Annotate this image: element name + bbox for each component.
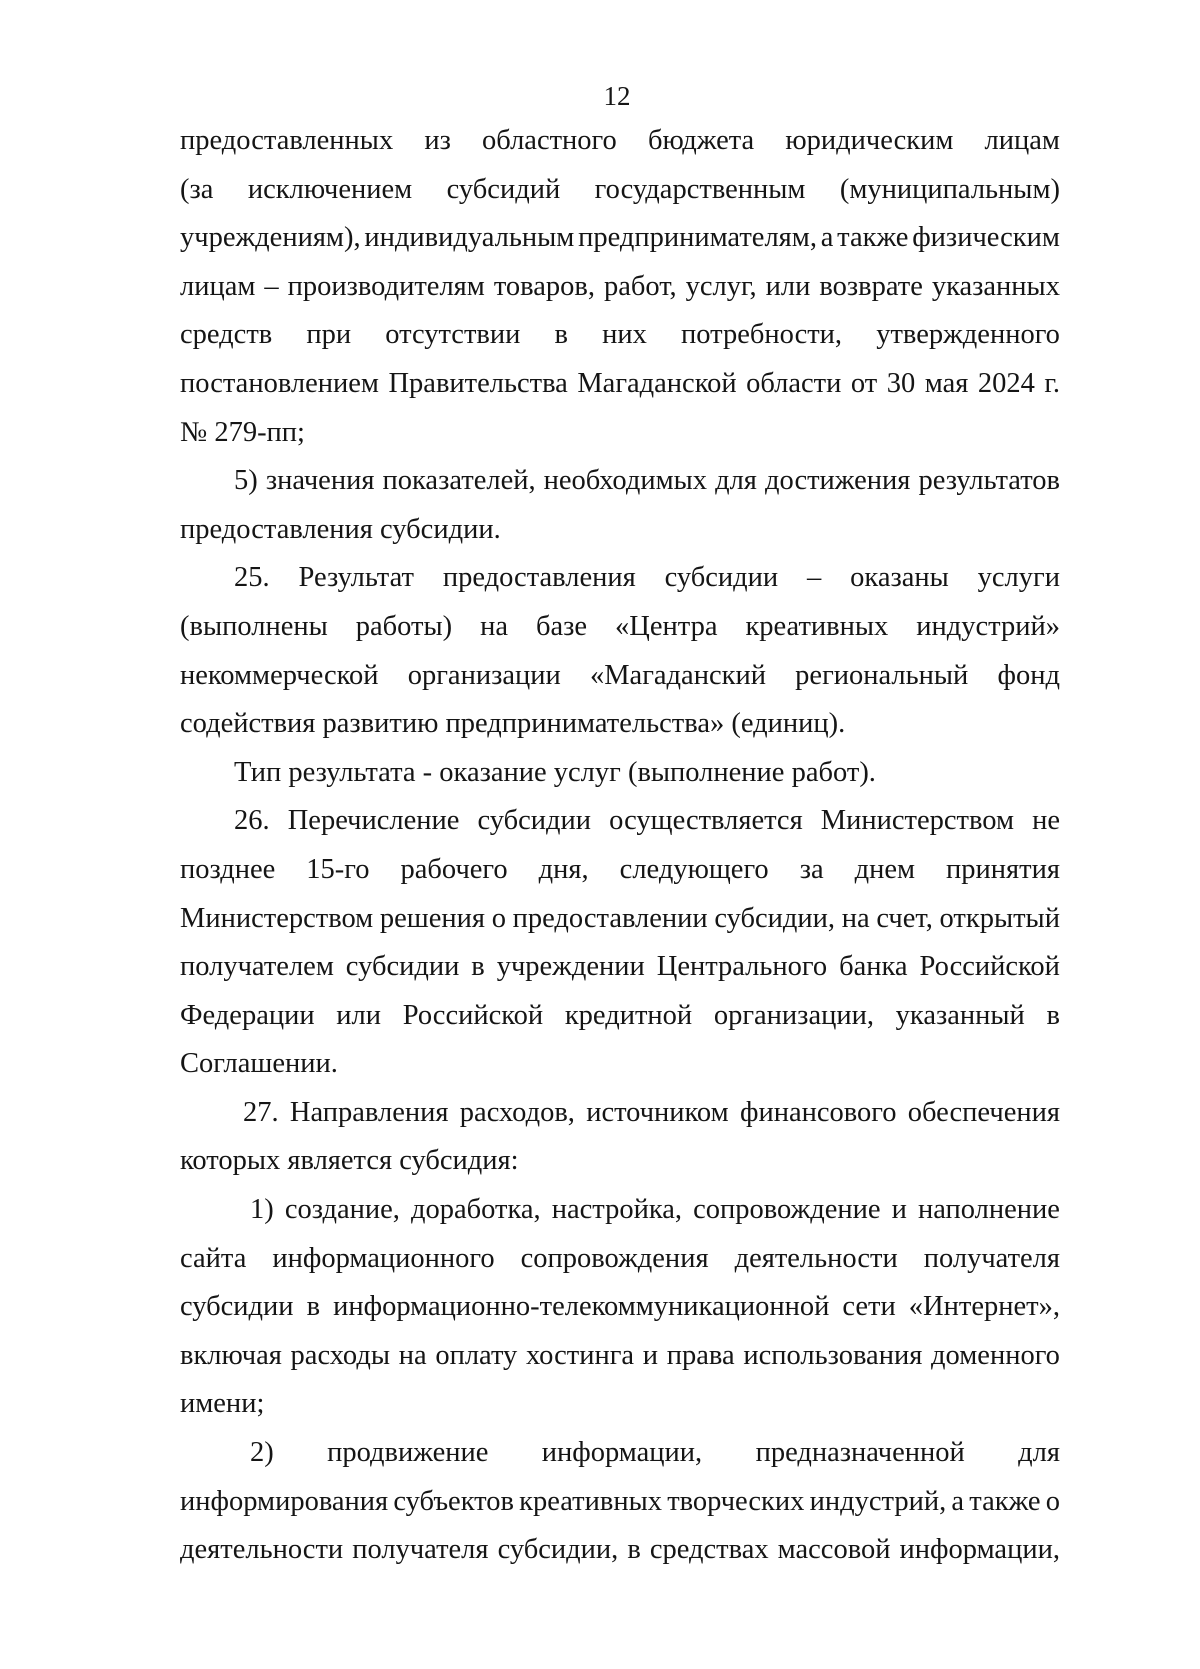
word: субсидии, [714, 902, 836, 934]
text-line [180, 603, 1060, 652]
word: значения [265, 465, 375, 497]
word: оплату [435, 1339, 518, 1371]
word: 27. [243, 1096, 279, 1128]
word: на [480, 610, 508, 642]
word: 30 [886, 367, 916, 399]
word: средствах [649, 1534, 769, 1566]
text-line [180, 1478, 1060, 1527]
word: региональный [795, 659, 969, 691]
word: организации, [713, 999, 874, 1031]
word: оказаны [850, 562, 949, 594]
word: бюджета [647, 125, 755, 156]
word: хостинга [526, 1339, 635, 1371]
text-line [180, 1283, 1060, 1332]
word: субсидии [345, 951, 460, 983]
word: а [951, 1485, 965, 1517]
word: 15-го [306, 853, 370, 885]
word: Правительства [388, 367, 568, 399]
word: предпринимателям, [578, 222, 817, 254]
word: осуществляется [609, 805, 803, 837]
word: возврате [819, 270, 923, 302]
word: (муниципальным) [839, 173, 1060, 205]
word: субсидии [664, 562, 779, 594]
word: субсидий [446, 173, 561, 205]
word: открытый [939, 902, 1060, 934]
word: «Интернет», [908, 1291, 1060, 1323]
word: потребности, [681, 319, 843, 351]
word: права [666, 1339, 735, 1371]
word: Министерством [180, 902, 374, 934]
word: Российской [919, 951, 1060, 983]
word: о [1045, 1485, 1060, 1517]
document-body [180, 117, 1060, 1575]
word: работ, [603, 270, 677, 302]
word: показателей, [382, 465, 536, 497]
text-line [180, 1089, 1060, 1138]
word: производителям [287, 270, 485, 302]
word: (за [180, 173, 214, 205]
word: в [627, 1534, 641, 1566]
word: креативных [519, 1485, 662, 1517]
word: из [424, 125, 451, 156]
word: государственным [594, 173, 806, 205]
word: учреждениям), [180, 222, 361, 254]
word: исключением [247, 173, 413, 205]
word: позднее [180, 853, 276, 885]
word: или [765, 270, 811, 302]
word: или [336, 999, 382, 1031]
word: необходимых [543, 465, 708, 497]
text-line: которых является субсидия: [180, 1145, 519, 1177]
word: 5) [234, 465, 258, 497]
word: доменного [931, 1339, 1060, 1371]
word: Центрального [656, 951, 828, 983]
word: на [841, 902, 870, 934]
word: за [799, 853, 824, 885]
text-line [180, 311, 1060, 360]
word: предоставлении [512, 902, 708, 934]
word: на [398, 1339, 427, 1371]
text-line [180, 1235, 1060, 1284]
text-line [180, 554, 1060, 603]
word: некоммерческой [180, 659, 379, 691]
text-line [180, 117, 1060, 166]
text-line [180, 166, 1060, 215]
word: а [820, 222, 834, 254]
text-line [180, 457, 1060, 506]
word: также [837, 222, 909, 254]
text-line [180, 1332, 1060, 1381]
word: Магаданской [577, 367, 737, 399]
word: творческих [667, 1485, 805, 1517]
word: расходы [290, 1339, 390, 1371]
word: информирования [180, 1485, 389, 1517]
word: г. [1044, 367, 1060, 399]
word: информации, [541, 1437, 703, 1469]
word: лицам [984, 125, 1060, 156]
word: днем [854, 853, 916, 885]
word: учреждении [496, 951, 645, 983]
word: предназначенной [755, 1437, 965, 1469]
page-number: 12 [603, 81, 631, 111]
word: средств [180, 319, 273, 351]
word: 26. [234, 805, 270, 837]
word: организации [407, 659, 561, 691]
word: креативных [745, 610, 889, 642]
word: «Центра [615, 610, 718, 642]
text-line [180, 846, 1060, 895]
word: индивидуальным [364, 222, 575, 254]
text-line: Соглашении. [180, 1048, 338, 1080]
word: получателя [923, 1242, 1060, 1274]
word: информационного [272, 1242, 495, 1274]
word: лицам [180, 270, 256, 302]
word: юридическим [785, 125, 954, 156]
word: отсутствии [385, 319, 521, 351]
text-line [180, 652, 1060, 701]
word: деятельности [180, 1534, 344, 1566]
text-line: содействия развитию предпринимательства» (единиц). [180, 708, 846, 740]
text-line [180, 214, 1060, 263]
word: «Магаданский [589, 659, 766, 691]
word: создание, [284, 1194, 400, 1226]
word: массовой [777, 1534, 891, 1566]
word: принятия [946, 853, 1060, 885]
word: информации, [899, 1534, 1060, 1566]
word: 1) [250, 1194, 274, 1226]
word: услуг, [685, 270, 757, 302]
text-line [180, 797, 1060, 846]
word: 2024 [977, 367, 1035, 399]
word: и [642, 1339, 659, 1371]
word: решения [379, 902, 486, 934]
word: использования [743, 1339, 923, 1371]
word: источником [586, 1096, 729, 1128]
text-line: имени; [180, 1388, 265, 1420]
word: получателя [352, 1534, 489, 1566]
text-line [180, 992, 1060, 1041]
word: Результат [298, 562, 414, 594]
word: для [715, 465, 757, 497]
word: Российской [402, 999, 544, 1031]
word: сети [842, 1291, 896, 1323]
word: кредитной [564, 999, 693, 1031]
word: следующего [619, 853, 769, 885]
text-line [180, 360, 1060, 409]
text-line [180, 1429, 1060, 1478]
word: фонд [997, 659, 1060, 691]
word: в [554, 319, 568, 351]
word: рабочего [400, 853, 508, 885]
word: базе [535, 610, 588, 642]
word: субсидии [180, 1291, 294, 1323]
word: 25. [234, 562, 270, 594]
word: финансового [739, 1096, 897, 1128]
word: в [471, 951, 485, 983]
word: сопровождение [693, 1194, 881, 1226]
word: 2) [250, 1437, 274, 1469]
word: указанных [931, 270, 1060, 302]
word: не [1032, 805, 1060, 837]
word: субъектов [393, 1485, 514, 1517]
text-line [180, 263, 1060, 312]
word: от [850, 367, 878, 399]
word: Направления [289, 1096, 449, 1128]
word: предоставления [442, 562, 636, 594]
word: результатов [918, 465, 1060, 497]
word: также [969, 1485, 1041, 1517]
word: включая [180, 1339, 282, 1371]
word: них [602, 319, 647, 351]
word: достижения [764, 465, 911, 497]
word: при [306, 319, 352, 351]
word: настройка, [551, 1194, 683, 1226]
word: обеспечения [907, 1096, 1060, 1128]
text-line: Тип результата - оказание услуг (выполнение работ). [234, 756, 876, 788]
word: Федерации [180, 999, 315, 1031]
word: информационно-телекоммуникационной [333, 1291, 830, 1323]
word: доработка, [410, 1194, 541, 1226]
word: субсидии, [497, 1534, 619, 1566]
word: в [1046, 999, 1060, 1031]
word: и [891, 1194, 907, 1226]
word: индустрий» [916, 610, 1060, 642]
word: получателем [180, 951, 334, 983]
text-line [180, 1186, 1060, 1235]
word: товаров, [493, 270, 595, 302]
word: Министерством [820, 805, 1014, 837]
word: дня, [538, 853, 589, 885]
word: продвижение [327, 1437, 489, 1469]
word: указанный [895, 999, 1025, 1031]
word: работы) [355, 610, 453, 642]
word: наполнение [917, 1194, 1060, 1226]
word: – [807, 562, 822, 594]
word: Перечисление [287, 805, 460, 837]
word: (выполнены [180, 610, 328, 642]
word: – [264, 270, 279, 302]
word: в [306, 1291, 321, 1323]
word: сайта [180, 1242, 247, 1274]
word: физическим [912, 222, 1060, 254]
word: мая [924, 367, 969, 399]
text-line [180, 895, 1060, 944]
word: постановлением [180, 367, 379, 399]
word: услуги [977, 562, 1060, 594]
text-line [180, 943, 1060, 992]
word: области [746, 367, 842, 399]
text-line: № 279-пп; [180, 416, 305, 448]
word: для [1018, 1437, 1060, 1469]
word: сопровождения [520, 1242, 709, 1274]
word: о [491, 902, 506, 934]
word: деятельности [734, 1242, 898, 1274]
word: банка [839, 951, 908, 983]
word: счет, [876, 902, 933, 934]
word: областного [482, 125, 617, 156]
text-line [180, 1526, 1060, 1575]
word: субсидии [477, 805, 592, 837]
word: утвержденного [876, 319, 1060, 351]
text-line: предоставления субсидии. [180, 513, 501, 545]
word: расходов, [459, 1096, 575, 1128]
word: индустрий, [809, 1485, 947, 1517]
word: предоставленных [180, 125, 394, 156]
